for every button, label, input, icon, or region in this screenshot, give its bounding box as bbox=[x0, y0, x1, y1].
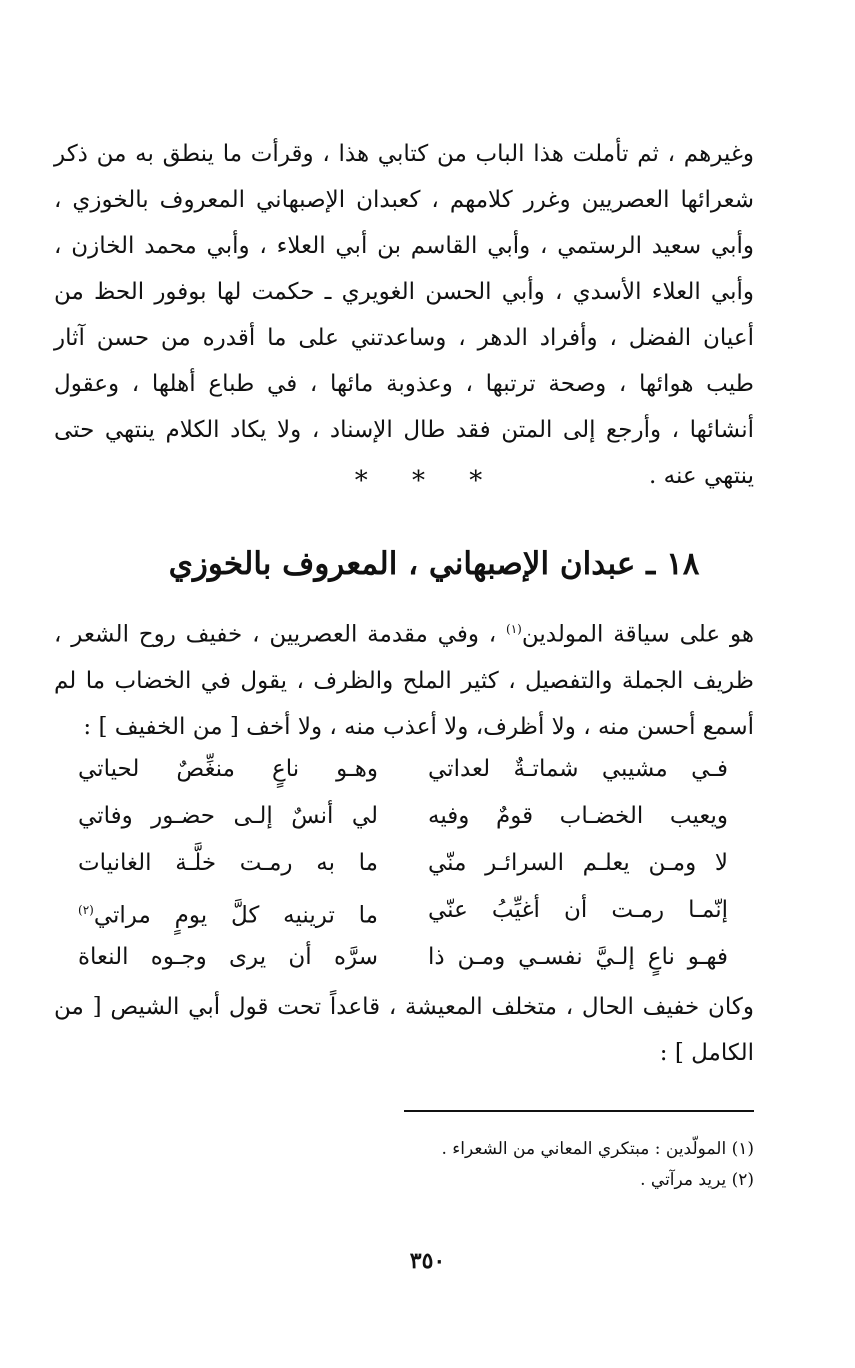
verse-second-hemistich bbox=[78, 887, 378, 934]
section-separator: * * * bbox=[354, 466, 501, 496]
hemistich-text: ما به رمـت خلَّـة الغانيات bbox=[78, 850, 378, 876]
bio-text-part1: هو على سياقة المولدين bbox=[521, 621, 754, 648]
hemistich-text: وهـو ناعٍ منغِّصٌ لحياتي bbox=[78, 756, 378, 782]
verse-first-hemistich: فهـو ناعٍ إلـيَّ نفسـي ومـن ذا bbox=[428, 944, 728, 970]
footnote-1: (١) المولّدين : مبتكري المعاني من الشعراء . bbox=[441, 1139, 754, 1159]
poem-verse bbox=[78, 840, 728, 887]
poem-verse bbox=[78, 793, 728, 840]
hemistich-text: لي أنسٌ إلـى حضـور وفاتي bbox=[78, 803, 378, 829]
verse-first-hemistich: ويعيب الخضـاب قومٌ وفيه bbox=[428, 803, 728, 829]
bio-text-part2: ، وفي مقدمة العصريين ، خفيف روح الشعر ، ظريف الجملة والتفصيل ، كثير الملح والظرف ، يقول في الخضاب ما لم أسمع أحسن منه ، ولا أظرف، ولا أعذب منه ، ولا أخف [ من الخفيف ] : bbox=[54, 621, 754, 740]
intro-paragraph: وغيرهم ، ثم تأملت هذا الباب من كتابي هذا ، وقرأت ما ينطق به من ذكر شعرائها العصريين وغرر كلامهم ، كعبدان الإصبهاني المعروف بالخوزي ، وأبي سعيد الرستمي ، وأبي القاسم بن أبي العلاء ، وأبي محمد الخازن ، وأبي العلاء الأسدي ، وأبي الحسن الغويري ـ حكمت لها بوفور الحظ من أعيان الفضل ، وأفراد الدهر ، وساعدتني على ما أقدره من حسن آثار طيب هوائها ، وصحة ترتبها ، وعذوبة مائها ، في طباع أهلها ، وعقول أنشائها ، وأرجع إلى المتن فقد طال الإسناد ، ولا يكاد الكلام ينتهي حتى ينتهي عنه . bbox=[54, 141, 754, 489]
poem-verse bbox=[78, 746, 728, 793]
poem bbox=[78, 746, 728, 981]
hemistich-text: ما ترينيه كلَّ يومٍ مراتي bbox=[93, 902, 378, 929]
section-heading: ١٨ ـ عبدان الإصبهاني ، المعروف بالخوزي bbox=[168, 546, 700, 582]
poem-verse bbox=[78, 887, 728, 934]
footnote-divider bbox=[404, 1110, 754, 1112]
footnote-ref-2: (٢) bbox=[78, 903, 94, 917]
verse-second-hemistich bbox=[78, 746, 378, 793]
after-poem-paragraph: وكان خفيف الحال ، متخلف المعيشة ، قاعداً تحت قول أبي الشيص [ من الكامل ] : bbox=[54, 994, 754, 1066]
poem-verse bbox=[78, 934, 728, 981]
hemistich-text: سرَّه أن يرى وجـوه النعاة bbox=[78, 944, 378, 970]
footnotes bbox=[404, 1134, 754, 1196]
footnote-2: (٢) يريد مرآتي . bbox=[640, 1170, 754, 1190]
verse-first-hemistich: فـي مشيبي شماتـةٌ لعداتي bbox=[428, 756, 728, 782]
verse-second-hemistich bbox=[78, 793, 378, 840]
verse-first-hemistich: إنّمـا رمـت أن أغيِّبُ عنّي bbox=[428, 897, 728, 923]
bio-paragraph bbox=[54, 606, 754, 750]
verse-second-hemistich bbox=[78, 934, 378, 981]
footnote-ref-1: (١) bbox=[506, 622, 522, 636]
verse-first-hemistich: لا ومـن يعلـم السرائـر منّي bbox=[428, 850, 728, 876]
page-number: ٣٥٠ bbox=[409, 1248, 446, 1274]
verse-second-hemistich bbox=[78, 840, 378, 887]
